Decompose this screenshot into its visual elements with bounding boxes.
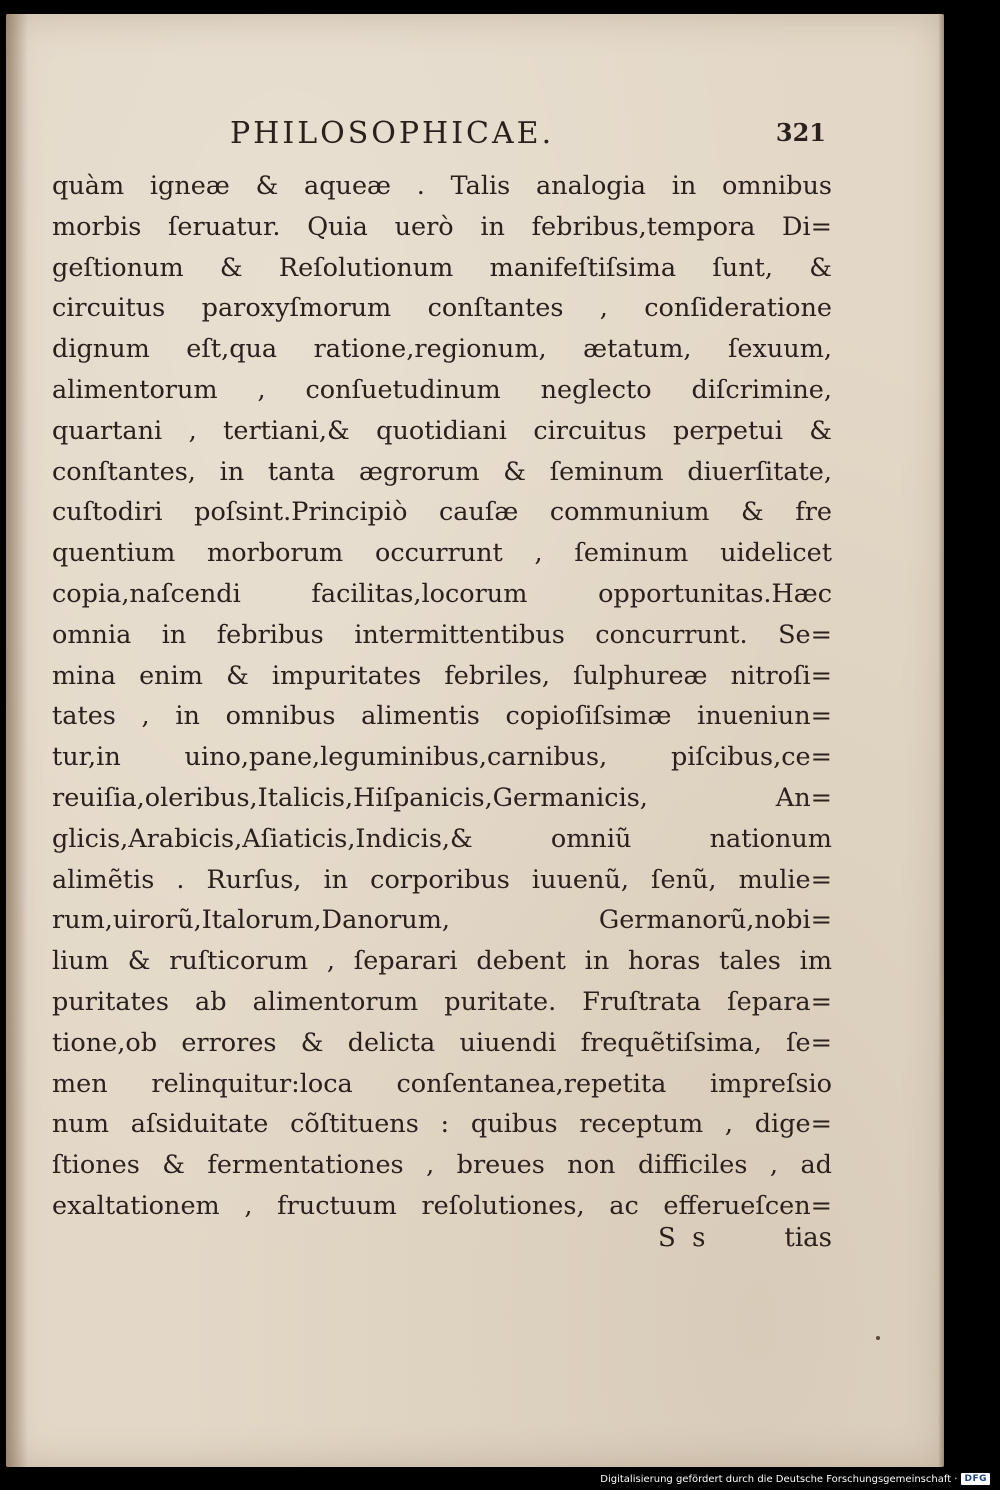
digitization-credit <box>600 1470 990 1488</box>
text-line: copia,naſcendi facilitas,locorum opportunitas.Hæc <box>52 578 832 609</box>
page-number: 321 <box>775 118 826 147</box>
text-line: puritates ab alimentorum puritate. Fruſtrata ſepara= <box>52 986 832 1017</box>
text-line: tur,in uino,pane,leguminibus,carnibus, piſcibus,ce= <box>52 742 832 773</box>
running-head: PHILOSOPHICAE. <box>230 116 555 151</box>
text-line: conſtantes, in tanta ægrorum & ſeminum diuerſitate, <box>52 456 832 487</box>
dfg-logo: DFG <box>961 1473 990 1485</box>
credit-text: Digitalisierung gefördert durch die Deutsche Forschungsgemeinschaft · <box>600 1473 958 1485</box>
text-line: alimẽtis . Rurſus, in corporibus iuuenũ, ſenũ, mulie= <box>52 864 832 895</box>
text-line: quàm igneæ & aqueæ . Talis analogia in omnibus <box>52 171 832 201</box>
page-header <box>6 116 944 156</box>
text-line: exaltationem , fructuum reſolutiones, ac efferueſcen= <box>52 1190 832 1221</box>
page-edge-shadow <box>938 14 944 1467</box>
page-gutter-shadow <box>6 14 28 1467</box>
text-line: tates , in omnibus alimentis copioſiſsimæ inueniun= <box>52 701 832 732</box>
text-line: quartani , tertiani,& quotidiani circuitus perpetui & <box>52 415 832 446</box>
text-line: lium & ruſticorum , ſeparari debent in horas tales im <box>52 946 832 977</box>
text-line: circuitus paroxyſmorum conſtantes , conſideratione <box>52 293 832 324</box>
text-line: omnia in febribus intermittentibus concurrunt. Se= <box>52 619 832 650</box>
text-line: morbis ſeruatur. Quia uerò in febribus,tempora Di= <box>52 211 832 242</box>
catchword: tias <box>784 1223 832 1253</box>
text-line: mina enim & impuritates febriles, ſulphureæ nitroſi= <box>52 660 832 691</box>
text-line: geſtionum & Reſolutionum manifeſtiſsima ſunt, & <box>52 252 832 283</box>
paper-speck <box>876 1336 880 1340</box>
text-line: num aſsiduitate cõſtituens : quibus receptum , dige= <box>52 1109 832 1140</box>
body-text <box>52 166 832 1227</box>
text-line: cuſtodiri poſsint.Principiò cauſæ communium & fre <box>52 497 832 528</box>
text-line: tione,ob errores & delicta uiuendi frequẽtiſsima, ſe= <box>52 1027 832 1058</box>
text-line: men relinquitur:loca conſentanea,repetita impreſsio <box>52 1068 832 1099</box>
page-foot-marks <box>52 1219 832 1261</box>
text-line: rum,uirorũ,Italorum,Danorum, Germanorũ,nobi= <box>52 905 832 936</box>
text-line: quentium morborum occurrunt , ſeminum uidelicet <box>52 538 832 569</box>
text-line: alimentorum , conſuetudinum neglecto diſcrimine, <box>52 374 832 405</box>
text-line: reuiſia,oleribus,Italicis,Hiſpanicis,Germanicis, An= <box>52 782 832 813</box>
text-line: glicis,Arabicis,Aſiaticis,Indicis,& omniũ nationum <box>52 823 832 854</box>
signature-mark: S s <box>658 1223 710 1253</box>
text-line: ſtiones & fermentationes , breues non difficiles , ad <box>52 1150 832 1181</box>
book-page <box>6 14 944 1467</box>
text-line: dignum eſt,qua ratione,regionum, ætatum, ſexuum, <box>52 334 832 365</box>
